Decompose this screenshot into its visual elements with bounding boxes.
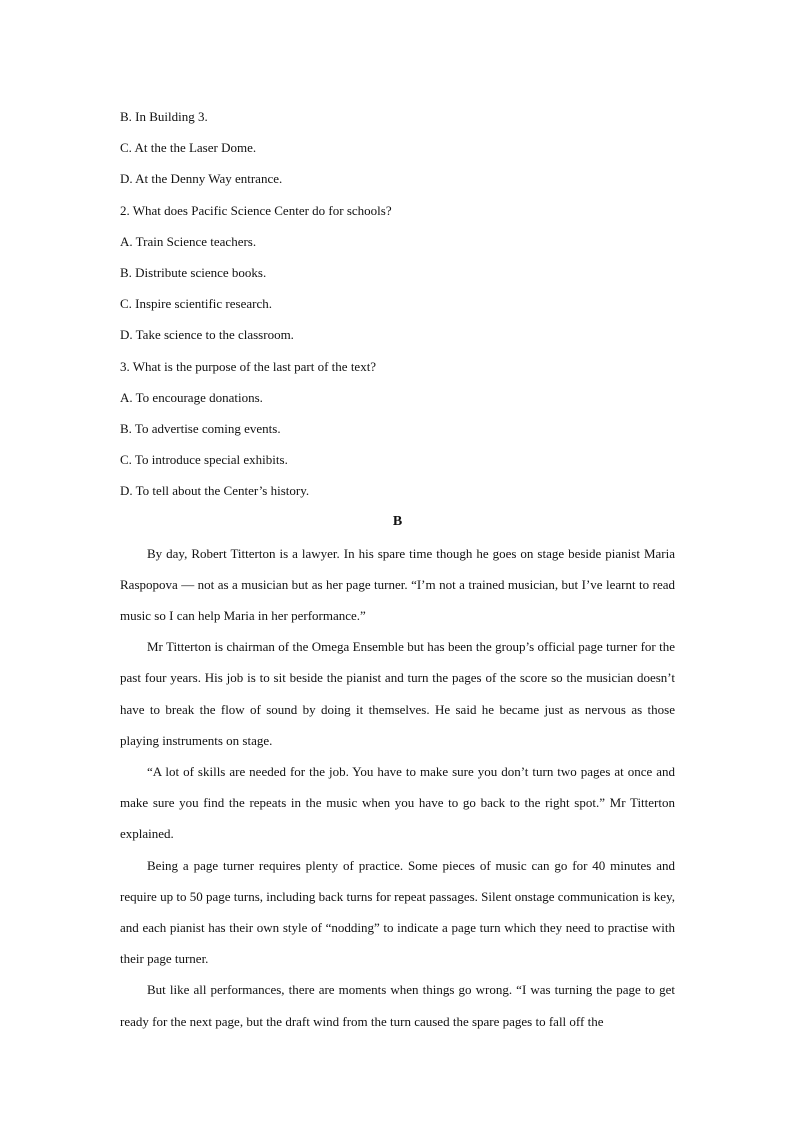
q2-option-c: C. Inspire scientific research. (120, 296, 272, 312)
q2-option-a: A. Train Science teachers. (120, 233, 257, 249)
q3-stem: 3. What is the purpose of the last part of the text? (120, 358, 377, 374)
q3-option-c: C. To introduce special exhibits. (120, 452, 288, 468)
document-page (120, 101, 675, 1037)
q1-option-c: C. At the the Laser Dome. (120, 140, 257, 156)
q3-option-d: D. To tell about the Center’s history. (120, 483, 310, 499)
passage-b-paragraph-1: By day, Robert Titterton is a lawyer. In his spare time though he goes on stage beside pianist Maria Raspopova — not as a musician but as her page turner. “I’m not a trained musician, but I’ve learnt to read music so I can help Maria in her performance.” (120, 545, 675, 624)
q2-option-b: B. Distribute science books. (120, 264, 267, 280)
q3-option-b: B. To advertise coming events. (120, 420, 281, 436)
q1-option-b: B. In Building 3. (120, 109, 208, 124)
q2-stem: 2. What does Pacific Science Center do for schools? (120, 202, 392, 218)
q3-option-a: A. To encourage donations. (120, 389, 263, 405)
passage-b-paragraph-4: Being a page turner requires plenty of practice. Some pieces of music can go for 40 minutes and require up to 50 page turns, including back turns for repeat passages. Silent onstage communication is key, and each pianist has their own style of “nodding” to indicate a page turn which they need to practise with their page turner. (120, 857, 675, 967)
q1-option-d: D. At the Denny Way entrance. (120, 171, 283, 187)
q2-option-d: D. Take science to the classroom. (120, 327, 294, 343)
passage-b-paragraph-2: Mr Titterton is chairman of the Omega Ensemble but has been the group’s official page turner for the past four years. His job is to sit beside the pianist and turn the pages of the score so the musician doesn’t have to break the flow of sound by doing it themselves. He said he became just as nervous as those playing instruments on stage. (120, 639, 675, 748)
passage-b-heading: B (392, 514, 403, 530)
passage-b-paragraph-3: “A lot of skills are needed for the job. You have to make sure you don’t turn two pages at once and make sure you find the repeats in the music when you have to go back to the right spot.” Mr Titterton explained. (120, 764, 675, 842)
passage-b-paragraph-5: But like all performances, there are moments when things go wrong. “I was turning the page to get ready for the next page, but the draft wind from the turn caused the spare pages to fall off the (120, 982, 675, 1029)
